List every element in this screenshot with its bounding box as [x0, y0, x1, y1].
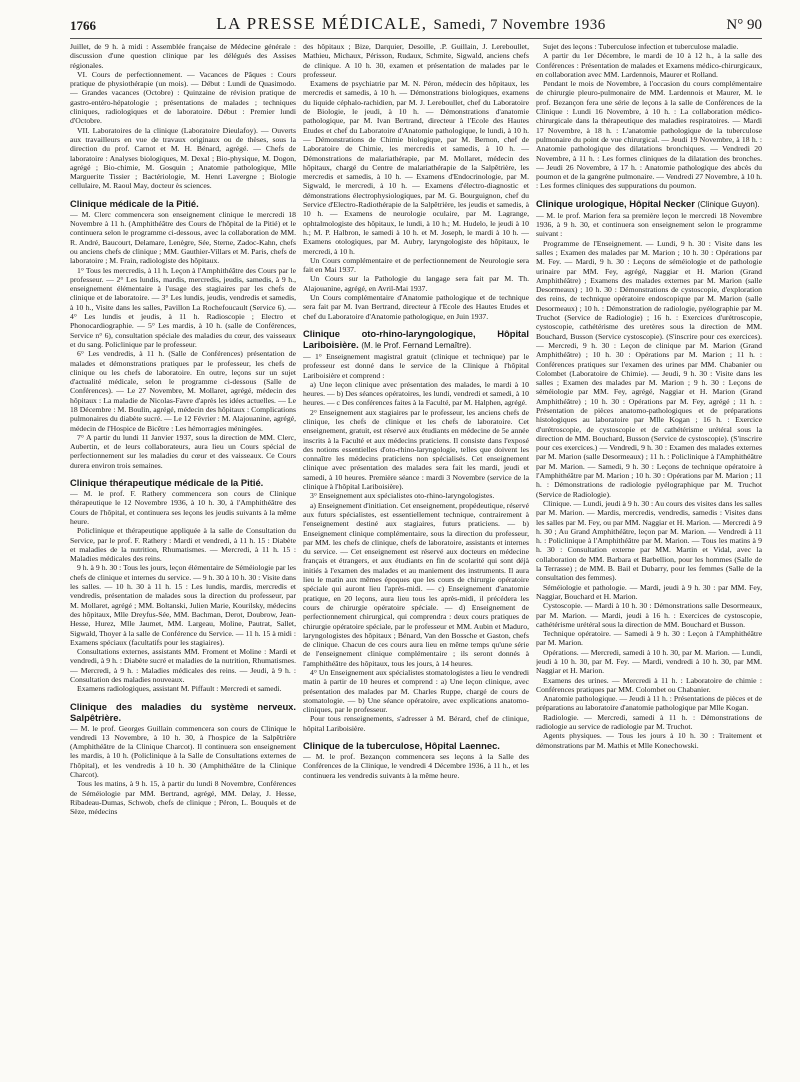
text-columns	[70, 42, 762, 1074]
paragraph: — M. le prof. Georges Guillain commencera son cours de Clinique le vendredi 13 Novembre, à 10 h. 30, à l'hospice de la Salpêtrière (Amphithéâtre de la Clinique Charcot). Il continuera son enseignement les mardis, à 10 h. (Policlinique à la Salle de Consultations externes de l'hôpital), et les vendredis à 10 h. 30 (Amphithéâtre de la Clinique Charcot).	[70, 723, 296, 780]
paragraph: Cystoscopie. — Mardi à 10 h. 30 : Démonstrations salle Desormeaux, par M. Marion. — Mardi, jeudi à 16 h. : Exercices de cystoscopie, cathétérisme urétéral sous la direction de MM. Bouchard et Busson.	[536, 601, 762, 629]
issue-number: N° 90	[726, 17, 762, 33]
paragraph: 4° Un Enseignement aux spécialistes stomatologistes a lieu le vendredi matin à partir de 10 heures et comprend : a) Une leçon clinique, avec présentation des malades par M. Charles Ruppe, chargé de cours de stomatologie. — b) Une séance opératoire, avec explications anatomo-cliniques, par le professeur.	[303, 668, 529, 715]
paragraph: Examens de psychiatrie par M. N. Péron, médecin des hôpitaux, les mercredis et samedis, à 10 h. — Démonstrations biologiques, examens du liquide céphalo-rachidien, par M. J. Lereboullet, chef du Laboratoire de Biologie, le jeudi, à 10 h. — Démonstrations d'anatomie pathologique, par M. Ivan Bertrand, directeur à l'Ecole des Hautes Etudes et chef du Laboratoire d'Anatomie pathologique, le lundi, à 10 h. — Démonstrations de Chimie biologique, par M. Bernon, chef de Laboratoire de Chimie, les mercredis et samedis, à 10 h. — Démonstrations de malariathérapie, par M. Mollaret, médecin des hôpitaux, chargé du Centre de malariathérapie de la Salpêtrière, les mercredis et samedis, à 10 h. — Examens d'Endocrinologie, par M. Sigwald, le mercredi, à 10 h. — Examens d'électro-diagnostic et démonstrations électrophysiologiques, par M. G. Bourguignon, chef du Service d'Electro-Radiothérapie de la Salpêtrière, les jeudis et samedis, à 10 h. — Examens de neurologie oculaire, par M. Lagrange, ophtalmologiste des hôpitaux, le lundi, à 10 h.; M. Hudelo, le jeudi à 10 h.; M. P. Halbron, le samedi à 10 h. et M. Joseph, le mardi à 10 h. — Examens otologiques, par M. Aubry, laryngologiste des hôpitaux, le mercredi, à 10 h.	[303, 79, 529, 256]
journal-name: LA PRESSE MÉDICALE,	[216, 14, 428, 33]
section-heading: Clinique de la tuberculose, Hôpital Laennec.	[303, 740, 500, 752]
paragraph: Consultations externes, assistants MM. Froment et Moline : Mardi et vendredi, à 9 h. : Diabète sucré et maladies de la nutrition, Rhumatismes. — Mercredi, à 9 h. : Maladies médicales des reins. — Jeudi, à 9 h. : Consultation des maladies nouveaux.	[70, 647, 296, 684]
paragraph: Opérations. — Mercredi, samedi à 10 h. 30, par M. Marion. — Lundi, jeudi à 10 h. 30, par M. Fey. — Mardi, vendredi à 10 h. 30, par MM. Naggiar et H. Marion.	[536, 647, 762, 676]
issue-date: Samedi, 7 Novembre 1936	[433, 17, 606, 33]
paragraph: Technique opératoire. — Samedi à 9 h. 30 : Leçon à l'Amphithéâtre par M. Marion.	[536, 629, 762, 648]
paragraph: 2° Enseignement aux stagiaires par le professeur, les anciens chefs de clinique, les chefs de clinique et les chefs de laboratoire. Cet enseignement, gratuit, est réservé aux étudiants en médecine de 5e année inscrits à la Faculté et aux médecins praticiens. Il consiste dans l'exposé des notions essentielles d'oto-rhino-laryngologie, telles que doivent les connaître les médecins praticiens non spécialisés. Cet enseignement clinique avec présentation des malades sera fait les mardi, jeudi et samedi, à 10 heures. Première séance : mardi 3 Novembre (service de la clinique à l'hôpital Lariboisière).	[303, 407, 529, 492]
paragraph: 7° A partir du lundi 11 Janvier 1937, sous la direction de MM. Clerc, Aubertin, et de leurs collaborateurs, aura lieu un Cours spécial de perfectionnement sur les maladies du cœur et des vaisseaux. Ce Cours durera environ trois semaines.	[70, 432, 296, 470]
paragraph: Un Cours complémentaire d'Anatomie pathologique et de technique sera fait par M. Ivan Bertrand, directeur à l'Ecole des Hautes Etudes et chef du Laboratoire d'Anatomie pathologique, en Juin 1937.	[303, 293, 529, 321]
section-heading: Clinique thérapeutique médicale de la Pitié.	[70, 477, 264, 489]
page-number: 1766	[70, 18, 96, 33]
paragraph: — M. le prof. Marion fera sa première leçon le mercredi 18 Novembre 1936, à 9 h. 30, et continuera son enseignement selon le programme suivant :	[536, 210, 762, 239]
paragraph: Tous les matins, à 9 h. 15, à partir du lundi 8 Novembre, Conférences de Séméiologie par MM. Bertrand, agrégé, MM. Delay, J. Hesse, Ribadeau-Dumas, Schwob, chefs de clinique ; Péron, L. Bouquès et de Sèze, médecins	[70, 779, 296, 817]
paragraph: Un Cours complémentaire et de perfectionnement de Neurologie sera fait en Mai 1937.	[303, 255, 529, 275]
section-heading	[536, 198, 762, 210]
column-1	[70, 42, 296, 1074]
section-heading	[303, 328, 529, 351]
paragraph: 6° Les vendredis, à 11 h. (Salle de Conférences) présentation de malades et démonstrations pratiques par le professeur, les chefs de clinique ou les chefs de laboratoire. En outre, leçons sur un sujet d'actualité médicale, selon le programme ci-dessous (Salle de Conférences). — Le 27 Novembre, M. Mollaret, agrégé, médecin des hôpitaux : La maladie de Nicolas-Favre d'après les idées actuelles. — Le 18 Décembre : M. Boulin, agrégé, médecin des hôpitaux : Complications pulmonaires du diabète sucré. — Le 12 Février : M. Alajouanine, agrégé, médecin de l'Hospice de Bicêtre : Les hémorragies méningées.	[70, 349, 296, 433]
page-header	[70, 6, 762, 34]
paragraph: a) Une leçon clinique avec présentation des malades, le mardi à 10 heures. — b) Des séances opératoires, les lundi, vendredi et samedi, à 10 heures. — c Des conférences faites à la Faculté, par M. Halphen, agrégé.	[303, 379, 529, 408]
paragraph: Sujet des leçons : Tuberculose infection et tuberculose maladie.	[543, 42, 739, 51]
paragraph: Pendant le mois de Novembre, à l'occasion du cours complémentaire de chirurgie pleuro-pulmonaire de MM. Lardennois et Maurer, M. le prof. Bezançon fera une série de leçons à la salle de Conférences de la Clinique : Lundi 16 Novembre, à 10 h. : La collaboration médico-chirurgicale dans la thérapeutique des maladies respiratoires. — Mardi 17 Novembre, à 18 h. : L'anatomie pathologique de la tuberculose pulmonaire du point de vue chirurgical. — Jeudi 19 Novembre, à 18 h. : Anatomie pathologique des dilatations bronchiques. — Vendredi 20 Novembre, à 11 h. : Les formes cliniques de la dilatation des bronches. — Jeudi 26 Novembre, à 17 h. : Anatomie pathologique des abcès du poumon et de la gangrène pulmonaire. — Vendredi 27 Novembre, à 10 h. : Les formes cliniques des suppurations du poumon.	[536, 79, 762, 191]
paragraph: — 1° Enseignement magistral gratuit (clinique et technique) par le professeur est donné dans le service de la Clinique à l'hôpital Lariboisière et comprend :	[303, 351, 529, 380]
section-heading: Clinique médicale de la Pitié.	[70, 197, 199, 209]
paragraph: a) Enseignement d'initiation. Cet enseignement, propédeutique, réservé aux futurs spécialistes, est essentiellement technique, contrairement à l'enseignement destiné aux stagiaires, futurs praticiens. — b) Enseignement clinique complémentaire, sous la direction du professeur, par MM. les chefs de clinique, chefs de laboratoire, assistants et internes du service. — Cet enseignement est réservé aux docteurs en médecine français et étrangers, et aux étudiants en fin de scolarité qui sont déjà initiés à l'examen des malades et au maniement des instruments. Il aura lieu le matin aux mêmes époques que les cours de chirurgie opératoire spéciale qui auront lieu l'après-midi. — c) Enseignement d'anatomie pratique, en 20 leçons, aura lieu tous les après-midi, il précédera les cours de chirurgie opératoire spéciale. — d) Enseignement de perfectionnement chirurgical, qui comprendra : deux cours pratiques de chirurgie opératoire spéciale, par le professeur et MM. Aubin et Maduro, laryngologistes des hôpitaux ; Bénard, Van den Bossche et Gaston, chefs de clinique. Chacun de ces cours aura lieu en même temps qu'une série de l'enseignement clinique complémentaire ; ils seront donnés à l'amphithéâtre des hôpitaux, tous les jours, à 14 heures.	[303, 500, 529, 668]
paragraph: Séméiologie et pathologie. — Mardi, jeudi à 9 h. 30 : par MM. Fey, Naggiar, Bouchard et H. Marion.	[536, 582, 762, 601]
paragraph: Clinique. — Lundi, jeudi à 9 h. 30 : Au cours des visites dans les salles par M. Marion. — Mardis, mercredis, vendredis, samedis : Visites dans les salles par M. Fey, ou par MM. Naggiar et H. Marion. — Mercredi à 9 h. 30 ; Au Grand Amphithéâtre, leçon par M. Marion. — Vendredi à 11 h. : Policlinique à l'Amphithéâtre par M. Marion. — Tous les matins à 9 h. 30 : Consultation externe par MM. Martin et Vidal, avec la collaboration de MM. Barbara et Barbellion, pour les hommes (Salle de la Terrasse) ; de MM. B. Bail et Dubarry, pour les femmes (Salle de la consultation des femmes).	[536, 498, 762, 583]
paragraph: Radiologie. — Mercredi, samedi à 11 h. : Démonstrations de radiologie au service de radiologie par M. Truchot.	[536, 712, 762, 732]
section-heading: Clinique des maladies du système nerveux. Salpêtrière.	[70, 700, 296, 723]
paragraph: — M. le prof. F. Rathery commencera son cours de Clinique thérapeutique le 12 Novembre 1936, à 10 h. 30, à l'Amphithéâtre des Cours de l'hôpital, et continuera ses leçons les jeudis suivants à la même heure.	[70, 489, 296, 526]
paragraph: A partir du 1er Décembre, le mardi de 10 à 12 h., à la salle des Conférences : Présentation de malades et Examens médico-chirurgicaux, en collaboration avec MM. Lardennois, Maurer et Rolland.	[536, 51, 762, 79]
paragraph: 3° Enseignement aux spécialistes oto-rhino-laryngologistes.	[310, 491, 495, 501]
column-2	[303, 42, 529, 1074]
paragraph: Agents physiques. — Tous les jours à 10 h. 30 : Traitement et démonstrations par M. Mathis et Mlle Konechowski.	[536, 731, 762, 750]
section-heading-text: Clinique oto-rhino-laryngologique, Hôpital Lariboisière.	[303, 327, 529, 350]
column-3	[536, 42, 762, 1074]
paragraph: — M. Clerc commencera son enseignement clinique le mercredi 18 Novembre à 11 h. (Amphithéâtre des Cours de l'hôpital de la Pitié) et le continuera selon le programme ci-dessous, avec la collaboration de MM. R. André, Baucourt, Delamare, Lenègre, Sée, Sterne, Zadoc-Kahn, chefs ou anciens chefs de clinique ; MM. Gauthier-Villars et M. Paris, chefs de laboratoire ; M. Frain, radiologiste des hôpitaux.	[70, 209, 296, 266]
paragraph: — M. le prof. Bezançon commencera ses leçons à la Salle des Conférences de la Clinique, le vendredi 4 Décembre 1936, à 11 h., et les continuera les vendredis suivants à la même heure.	[303, 752, 529, 780]
paragraph: VI. Cours de perfectionnement. — Vacances de Pâques : Cours pratique de physiothérapie (un mois). — Début : Lundi de Quasimodo. — Grandes vacances (Octobre) : Quinzaine de révision pratique de gastro-entéro-hépatologie ; présentations de malades ; techniques cliniques, radiologiques et de laboratoire. Début : Premier lundi d'Octobre.	[70, 69, 296, 126]
paragraph: Programme de l'Enseignement. — Lundi, 9 h. 30 : Visite dans les salles ; Examen des malades par M. Marion ; 10 h. 30 : Opérations par M. Fey. — Mardi, 9 h. 30 : Leçons de séméiologie et de pathologie urinaire par MM. Fey, agrégé, Naggiar et H. Marion (Grand Amphithéâtre) ; Examens des malades externes par M. Marion (salle Desormeaux) ; 10 h. 30 : Démonstrations de cystoscopie, d'exploration des reins, de technique opératoire endoscopique par M. Marion (salle Desormeaux) ; 10 h. : Démonstration de radiologie, pyélographie par M. Truchot (Service de Radiologie) ; 16 h. : Exercices d'urétroscopie, cystoscopie, cathétérisme des uretères sous la direction de MM. Bouchard, Busson (Service cystoscopie). (S'inscrire pour ces exercices). — Mercredi, 9 h. 30 : Leçon de clinique par M. Marion (Grand Amphithéâtre) ; 10 h. 30 : Opérations par M. Marion ; 11 h. : Conférences pratiques sur l'examen des urines par MM. Chabanier ou Colombet (Laboratoire de Chimie). — Jeudi, 9 h. 30 : Visite dans les salles ; Examen des malades par M. Marion ; 9 h. 30 : Leçons de séméiologie par MM. Fey, agrégé, Naggiar et H. Marion (Grand Amphithéâtre) ; 10 h. 30 : Opérations par M. Fey, agrégé ; 11 h. : Présentation de pièces anatomo-pathologiques et de préparations histologiques au laboratoire par Mlle Kogan ; 16 h. : Exercice d'urétroscopie, de cystoscopie et de cathétérisme urétéral sous la direction de MM. Bouchard, Busson (Service de cystoscopie). (S'inscrire pour ces exercices.) — Vendredi, 9 h. 30 : Examen des malades externes par M. Marion (salle Desormeaux) ; 11 h. : Policlinique à l'Amphithéâtre par M. Marion. — Samedi, 9 h. 30 : Leçons de technique opératoire à l'Amphithéâtre par M. Marion ; 10 h. 30 : Opérations par M. Marion ; 11 h. : Démonstrations de radiologie pyélographique par M. Truchot (Service de Radiologie).	[536, 238, 762, 499]
paragraph: des hôpitaux ; Bize, Darquier, Desoille, .P. Guillain, J. Lereboullet, Mathieu, Michaux, Périsson, Rudaux, Schmite, Sigwald, anciens chefs de clinique. A 10 h. 30, examen et présentation de malades par le professeur.	[303, 42, 529, 79]
paragraph: Juillet, de 9 h. à midi : Assemblée française de Médecine générale : discussion d'une question clinique par les délégués des Assises régionales.	[70, 42, 296, 70]
paragraph: Anatomie pathologique. — Jeudi à 11 h. : Présentations de pièces et de préparations au laboratoire d'anatomie pathologique par Mlle Kogan.	[536, 694, 762, 713]
paragraph: Examens des urines. — Mercredi à 11 h. : Laboratoire de chimie : Conférences pratiques par MM. Colombet ou Chabanier.	[536, 675, 762, 694]
paragraph: Policlinique et thérapeutique appliquée à la salle de Consultation du Service, par le prof. F. Rathery : Mardi et vendredi, à 11 h. 15 : Diabète et maladies de la nutrition, Rhumatismes. — Mercredi, à 11 h. 15 : Maladies médicales des reins.	[70, 526, 296, 564]
section-heading-text: Clinique urologique, Hôpital Necker	[536, 197, 695, 209]
paragraph: Pour tous renseignements, s'adresser à M. Bérard, chef de clinique, hôpital Lariboisière.	[303, 714, 529, 733]
paragraph: Un Cours sur la Pathologie du langage sera fait par M. Th. Alajouanine, agrégé, en Avril-Mai 1937.	[303, 274, 529, 293]
header-rule	[70, 38, 762, 39]
paragraph: Examens radiologiques, assistant M. Piffault : Mercredi et samedi.	[77, 684, 282, 694]
section-heading-sub: (M. le Prof. Fernand Lemaître).	[361, 340, 472, 350]
paragraph: 1° Tous les mercredis, à 11 h. Leçon à l'Amphithéâtre des Cours par le professeur. — 2° Les lundis, mardis, mercredis, jeudis, samedis, à 9 h., enseignement élémentaire à l'usage des stagiaires par les chefs de clinique et de laboratoire. — 3° Les lundis, jeudis, vendredis et samedis, à 10 h., Visite dans les salles, Pavillon La Rochefoucault (Service 6). — 4° Les lundis et jeudis, à 11 h. Radioscopie ; Electro et Phonocardiographie. — 5° Les mardis, à 10 h. (salle de Conférences, Service n° 6), consultation spéciale des maladies du cœur, des vaisseaux et du sang. Policlinique par le professeur.	[70, 265, 296, 349]
journal-title	[130, 14, 692, 34]
paragraph: 9 h. à 9 h. 30 : Tous les jours, leçon élémentaire de Séméiologie par les chefs de clinique et internes du service. — 9 h. 30 à 10 h. 30 : Visite dans les salles. — 10 h. 30 à 11 h. 15 : Les lundis, mardis, mercredis et vendredis, présentation de malades sous la direction du professeur, par M. Mollaret, agrégé ; MM. Boltanski, Julien Marie, Kourilsky, médecins des hôpitaux, Mlle Dreyfus-Sée, MM. Bachman, Derot, Doubrow, Jean-Hesse, Hurez, Mlle Jaumet, MM. Largeau, Moline, Pautrat, Sallet, Sigwald, Thoyer à la salle de Conférence du Service. — 11 h. 15 à midi : Examens spéciaux (facultatifs pour les stagiaires).	[70, 563, 296, 647]
section-heading-sub: (Clinique Guyon).	[697, 199, 760, 209]
paragraph: VII. Laboratoires de la clinique (Laboratoire Dieulafoy). — Ouverts aux travailleurs en vue de travaux originaux ou de thèses, sous la direction du prof. Carnot et M. H. Bénard, agrégé. — Chefs de laboratoire : Analyses biologiques, M. Dexal ; Bio-physique, M. Dogon, agrégé ; Bio-chimie, M. Gosquin ; Anatomie pathologique, Mlle Marguerite Tissier ; Bactériologie, M. Henri Lavergne ; Biologie cellulaire, M. Raoul May, docteur ès sciences.	[70, 125, 296, 191]
